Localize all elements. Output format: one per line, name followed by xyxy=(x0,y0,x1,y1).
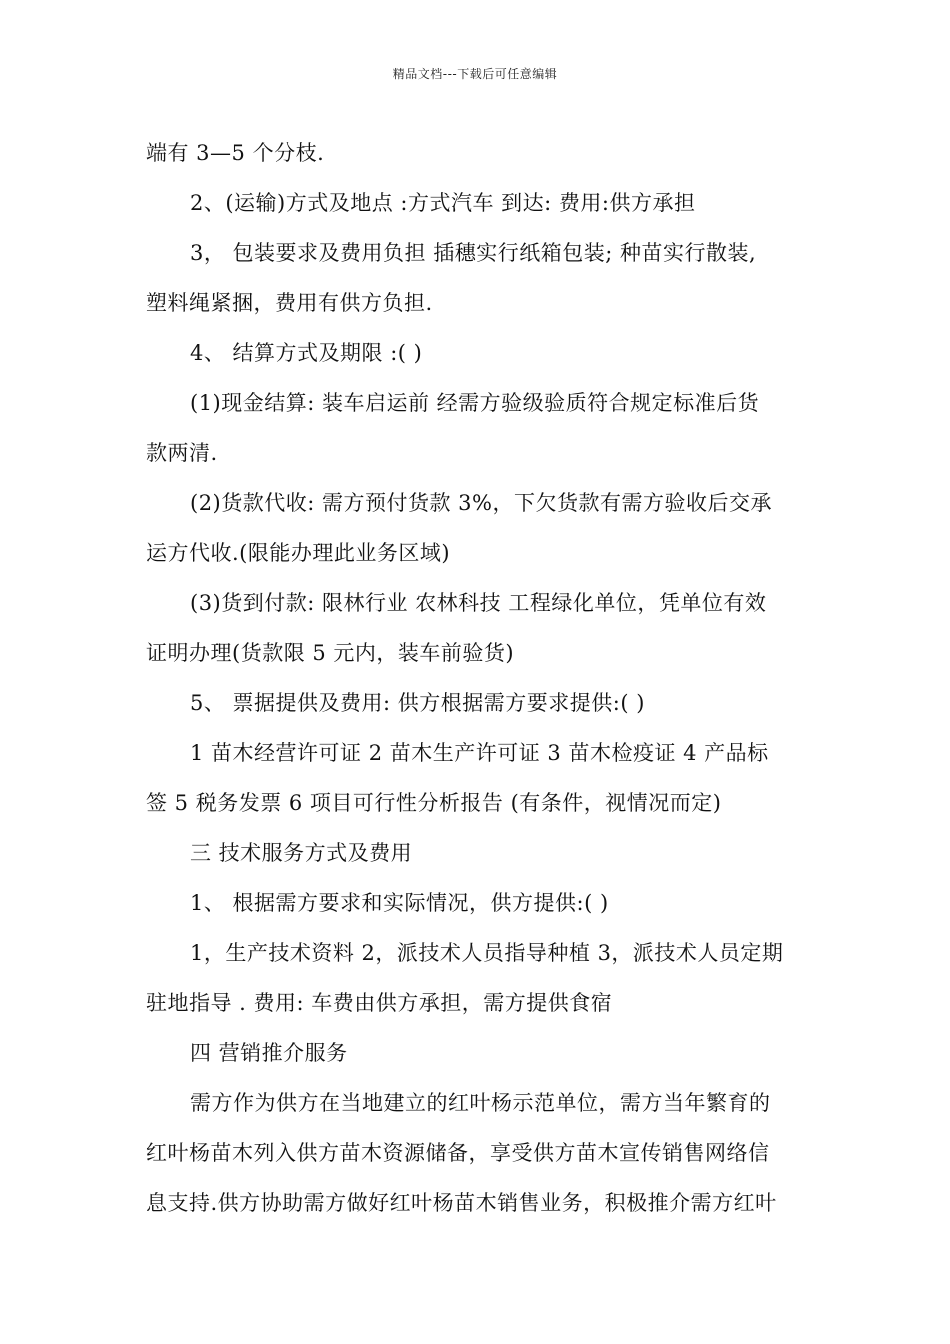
page-header: 精品文档---下载后可任意编辑 xyxy=(392,67,558,81)
paragraph-line: 息支持.供方协助需方做好红叶杨苗木销售业务，积极推介需方红叶 xyxy=(146,1191,777,1215)
paragraph-line: 红叶杨苗木列入供方苗木资源储备，享受供方苗木宣传销售网络信 xyxy=(146,1141,770,1165)
paragraph-line: 4、 结算方式及期限 :( ) xyxy=(190,341,423,365)
paragraph-line: 塑料绳紧捆，费用有供方负担. xyxy=(146,291,433,315)
paragraph-line: 需方作为供方在当地建立的红叶杨示范单位，需方当年繁育的 xyxy=(190,1091,771,1115)
paragraph-line: 款两清. xyxy=(146,441,218,465)
paragraph-line: (2)货款代收: 需方预付货款 3%，下欠货款有需方验收后交承 xyxy=(190,491,772,515)
paragraph-line: (3)货到付款: 限林行业 农林科技 工程绿化单位，凭单位有效 xyxy=(190,591,767,615)
paragraph-line: 1 苗木经营许可证 2 苗木生产许可证 3 苗木检疫证 4 产品标 xyxy=(190,741,769,765)
paragraph-line: 运方代收.(限能办理此业务区域) xyxy=(146,541,451,565)
document-body xyxy=(146,128,806,1228)
paragraph-line: 签 5 税务发票 6 项目可行性分析报告 (有条件，视情况而定) xyxy=(146,791,722,815)
section-heading: 四 营销推介服务 xyxy=(190,1041,348,1065)
paragraph-line: 端有 3—5 个分枝. xyxy=(146,141,325,165)
paragraph-line: 5、 票据提供及费用: 供方根据需方要求提供:( ) xyxy=(190,691,645,715)
paragraph-line: (1)现金结算: 装车启运前 经需方验级验质符合规定标准后货 xyxy=(190,391,760,415)
paragraph-line: 1，生产技术资料 2，派技术人员指导种植 3，派技术人员定期 xyxy=(190,941,784,965)
section-heading: 三 技术服务方式及费用 xyxy=(190,841,413,865)
paragraph-line: 1、 根据需方要求和实际情况，供方提供:( ) xyxy=(190,891,609,915)
paragraph-line: 证明办理(货款限 5 元内，装车前验货) xyxy=(146,641,515,665)
paragraph-line: 3， 包装要求及费用负担 插穗实行纸箱包装; 种苗实行散装, xyxy=(190,241,757,265)
paragraph-line: 2、(运输)方式及地点 :方式汽车 到达: 费用:供方承担 xyxy=(190,191,696,215)
paragraph-line: 驻地指导 . 费用: 车费由供方承担，需方提供食宿 xyxy=(146,991,613,1015)
